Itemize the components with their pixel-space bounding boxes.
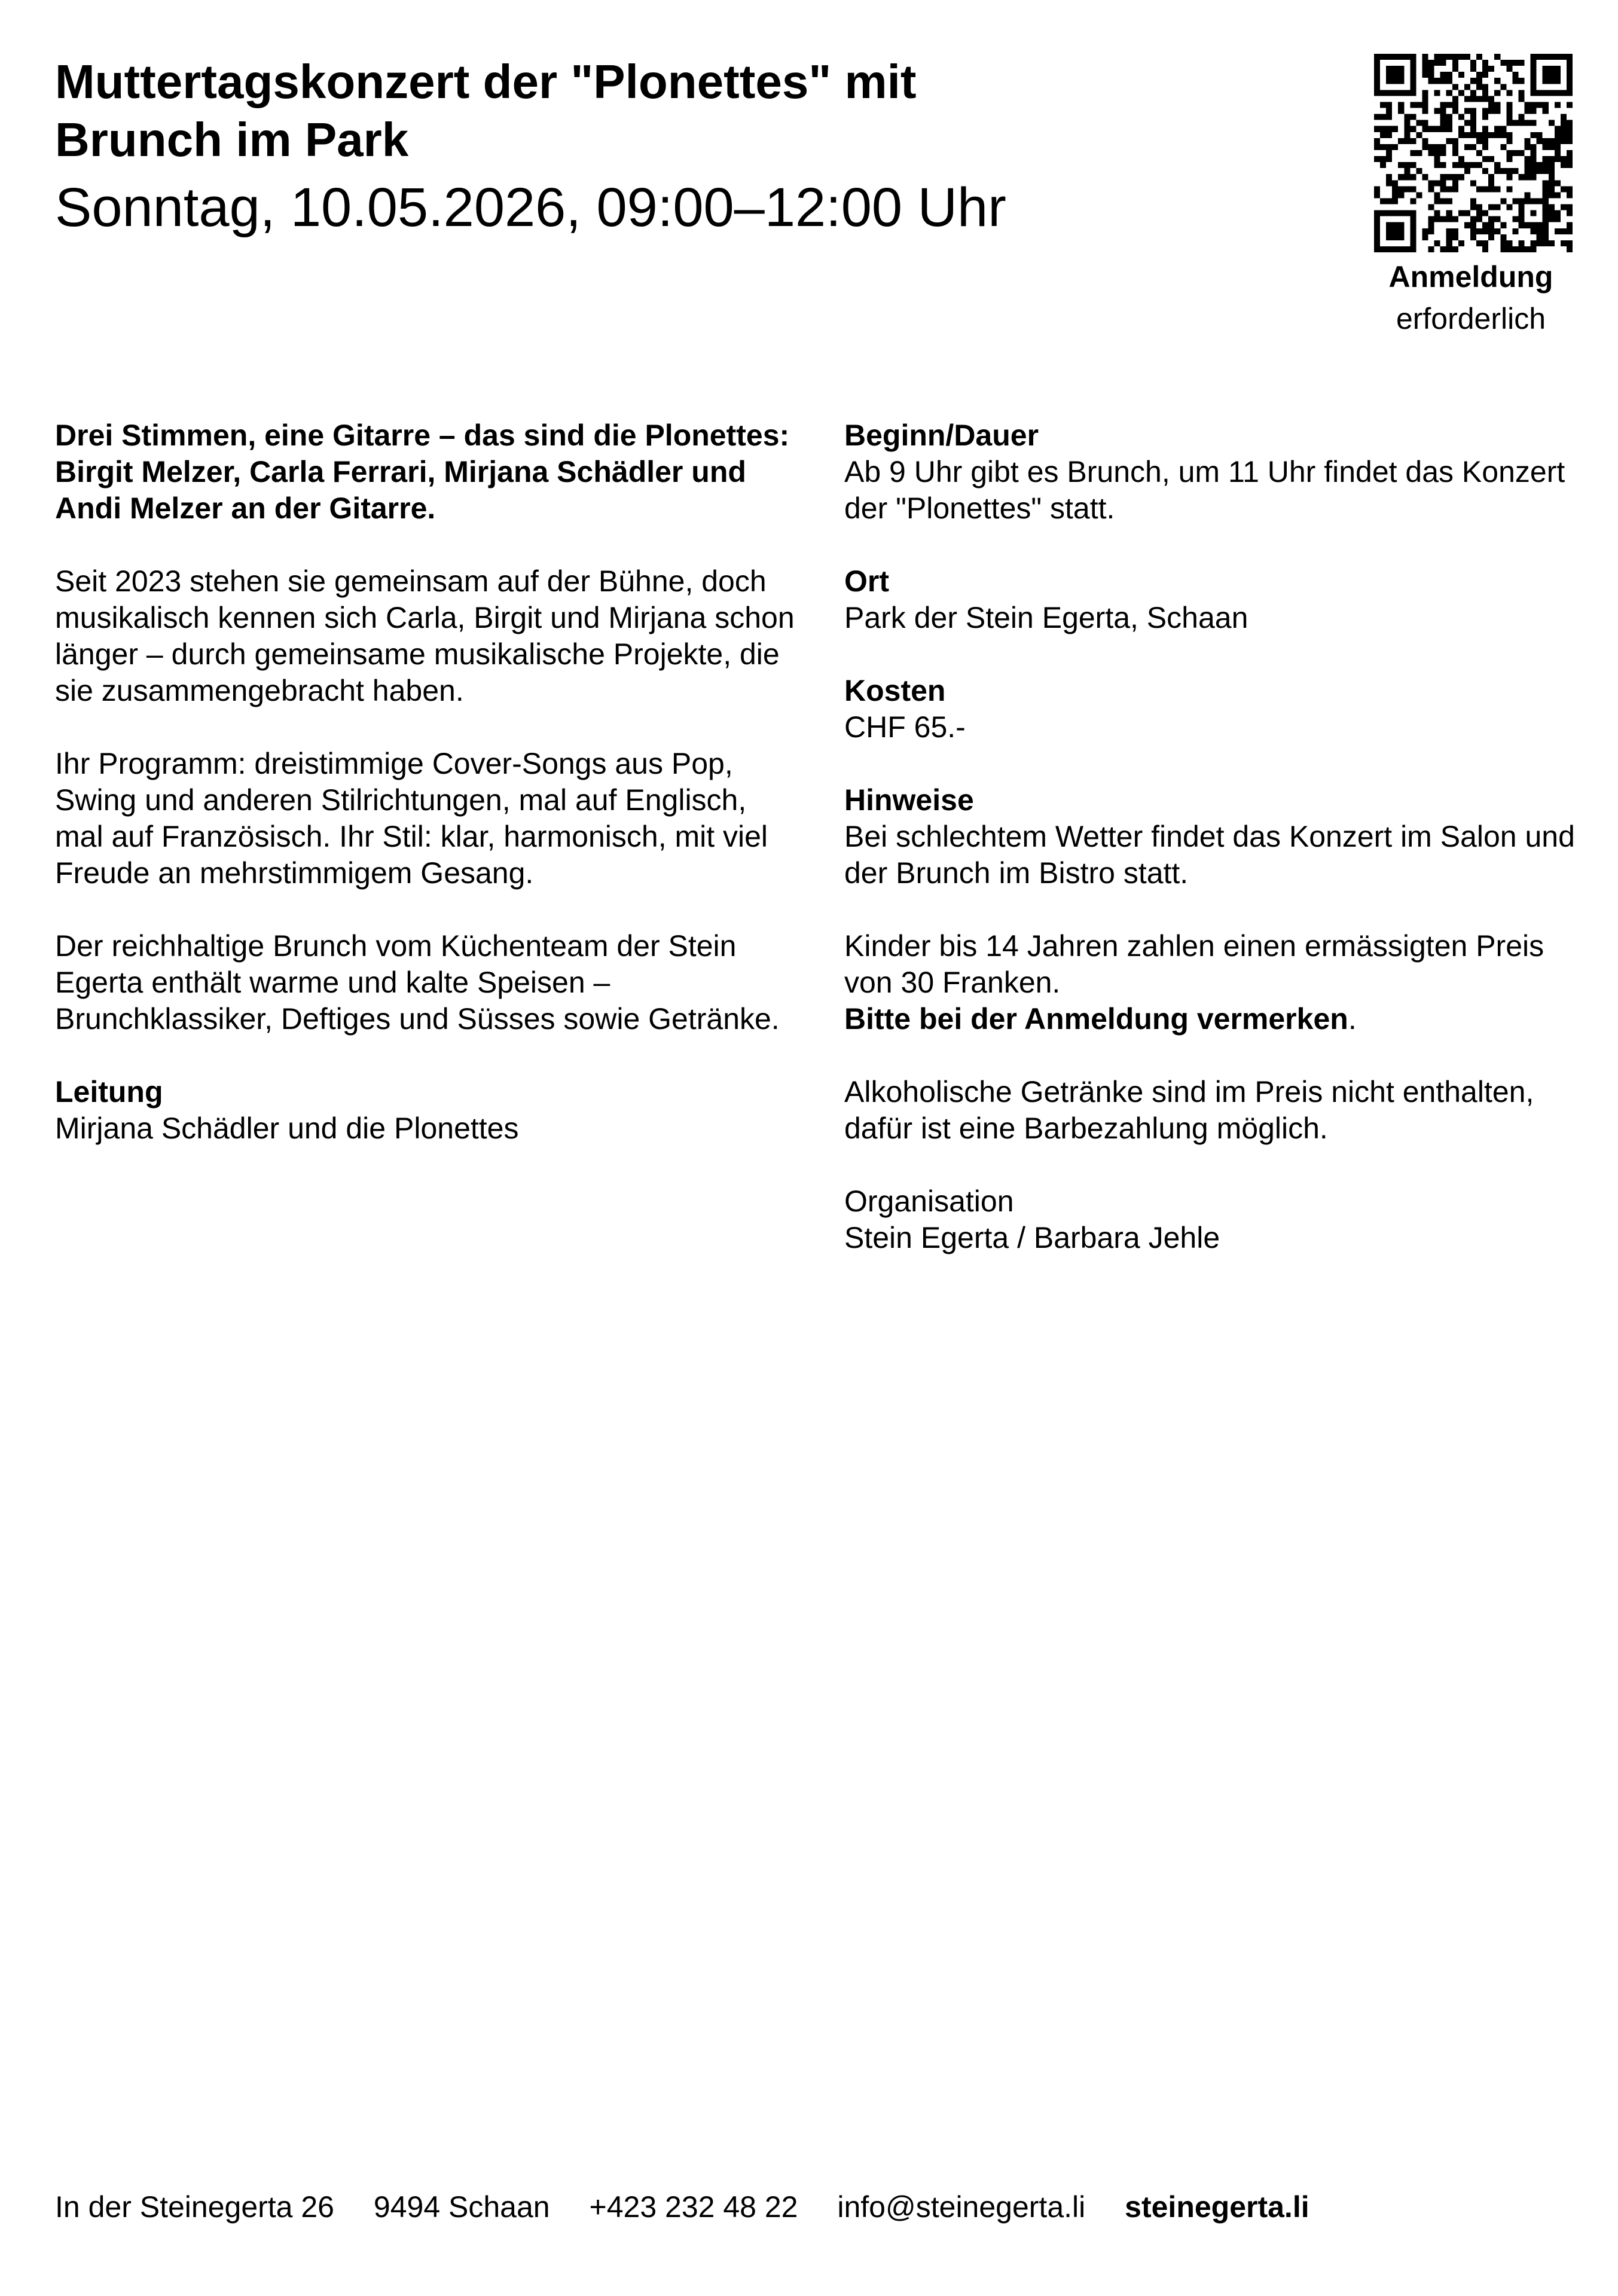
page-title [55,53,1311,169]
event-date: Sonntag, 10.05.2026, 09:00–12:00 Uhr [55,177,1006,238]
ort-label: Ort [844,564,889,598]
beginn-value: Ab 9 Uhr gibt es Brunch, um 11 Uhr findet das Konzert der "Plonettes" statt. [844,455,1565,525]
program-paragraph: Ihr Programm: dreistimmige Cover-Songs aus Pop, Swing und anderen Stilrichtungen, mal auf Englisch, mal auf Französisch. Ihr Stil: klar, harmonisch, mit viel Freude an mehrstimmigem Gesang. [55,747,768,890]
footer-website[interactable]: steinegerta.li [1125,2190,1309,2224]
footer-street: In der Steinegerta 26 [55,2190,334,2224]
hinweise-label: Hinweise [844,783,974,817]
registration-required: erforderlich [1396,302,1546,335]
kosten-label: Kosten [844,674,946,707]
footer-city: 9494 Schaan [373,2190,550,2224]
intro-paragraph: Drei Stimmen, eine Gitarre – das sind die Plonettes: Birgit Melzer, Carla Ferrari, Mirjana Schädler und Andi Melzer an der Gitarre. [55,419,790,525]
description-column [55,417,802,1183]
hinweise-section [844,782,1592,891]
kinder-end: . [1348,1002,1357,1036]
ort-section [844,563,1592,636]
registration-note [1339,256,1602,340]
history-paragraph: Seit 2023 stehen sie gemeinsam auf der Bühne, doch musikalisch kennen sich Carla, Birgit und Mirjana schon länger – durch gemeinsame musikalische Projekte, die sie zusammengebracht haben. [55,564,795,707]
kosten-section [844,673,1592,746]
kinder-text: Kinder bis 14 Jahren zahlen einen ermässigten Preis von 30 Franken. [844,929,1544,999]
kinder-paragraph [844,928,1592,1037]
organisation-value: Stein Egerta / Barbara Jehle [844,1221,1220,1254]
brunch-paragraph: Der reichhaltige Brunch vom Küchenteam der Stein Egerta enthält warme und kalte Speisen – Brunchklassiker, Deftiges und Süsses sowie Getränke. [55,929,780,1036]
organisation-label: Organisation [844,1184,1014,1218]
details-column [844,417,1592,1293]
leitung-value: Mirjana Schädler und die Plonettes [55,1112,519,1145]
beginn-section [844,417,1592,527]
footer-contact [55,2186,1550,2228]
registration-label: Anmeldung [1388,260,1553,294]
footer-email[interactable]: info@steinegerta.li [837,2190,1086,2224]
qr-code-icon[interactable] [1374,54,1573,252]
title-line-1: Muttertagskonzert der "Plonettes" mit [55,55,917,108]
kinder-bold: Bitte bei der Anmeldung vermerken [844,1002,1348,1036]
kosten-value: CHF 65.- [844,710,966,744]
hinweise-value: Bei schlechtem Wetter findet das Konzert im Salon und der Brunch im Bistro statt. [844,820,1575,890]
alkohol-paragraph: Alkoholische Getränke sind im Preis nicht enthalten, dafür ist eine Barbezahlung möglich. [844,1075,1534,1145]
title-line-2: Brunch im Park [55,113,409,166]
beginn-label: Beginn/Dauer [844,419,1039,452]
ort-value: Park der Stein Egerta, Schaan [844,601,1248,634]
leitung-label: Leitung [55,1075,163,1109]
footer-phone[interactable]: +423 232 48 22 [589,2190,798,2224]
leitung-section [55,1074,802,1147]
organisation-section [844,1183,1592,1256]
